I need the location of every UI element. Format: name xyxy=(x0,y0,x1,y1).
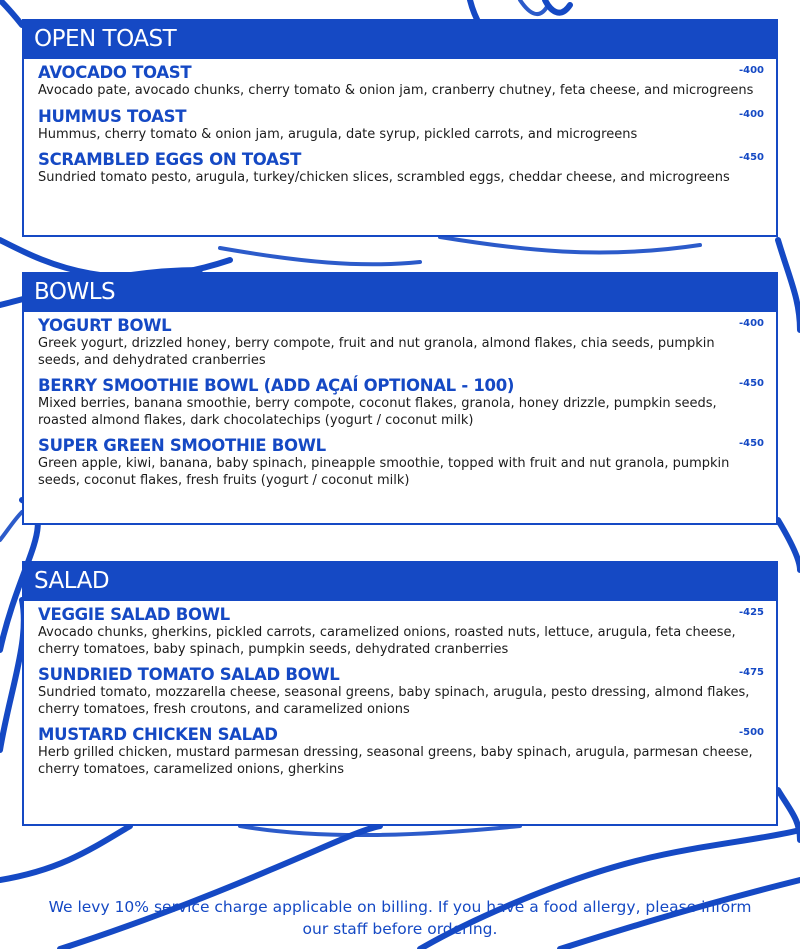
item-description: Avocado chunks, gherkins, pickled carrots, caramelized onions, roasted nuts, lettuce, arugula, feta cheese, cherry tomatoes, baby spinach, pumpkin seeds, dehydrated cranberries xyxy=(38,625,736,657)
menu-item xyxy=(38,107,764,144)
item-description: Green apple, kiwi, banana, baby spinach, pineapple smoothie, topped with fruit and nut granola, pumpkin seeds, coconut flakes, fresh fruits (yogurt / coconut milk) xyxy=(38,456,730,488)
menu-item xyxy=(38,63,764,100)
item-description: Mixed berries, banana smoothie, berry compote, coconut flakes, granola, honey drizzle, pumpkin seeds, roasted almond flakes, dark chocolatechips (yogurt / coconut milk) xyxy=(38,396,717,428)
menu-item xyxy=(38,316,764,369)
item-price: -450 xyxy=(738,152,764,163)
item-price: -475 xyxy=(738,667,764,678)
item-description: Herb grilled chicken, mustard parmesan dressing, seasonal greens, baby spinach, arugula, parmesan cheese, cherry tomatoes, caramelized onions, gherkins xyxy=(38,745,753,777)
item-name: HUMMUS TOAST xyxy=(38,106,187,126)
section-title: OPEN TOAST xyxy=(22,19,778,59)
item-price: -425 xyxy=(738,607,764,618)
item-name: VEGGIE SALAD BOWL xyxy=(38,605,230,624)
footer-line: We levy 10% service charge applicable on billing. If you have a food allergy, please inform xyxy=(48,898,752,916)
item-name: MUSTARD CHICKEN SALAD xyxy=(38,725,278,744)
section-body xyxy=(22,601,778,826)
section-title: BOWLS xyxy=(22,272,778,312)
item-name: SUPER GREEN SMOOTHIE BOWL xyxy=(38,436,326,455)
menu-item xyxy=(38,150,764,187)
item-name: BERRY SMOOTHIE BOWL (ADD AÇAÍ OPTIONAL - 100) xyxy=(38,376,515,395)
section-title: SALAD xyxy=(22,561,778,601)
item-price: -450 xyxy=(738,378,764,389)
menu-item xyxy=(38,376,764,429)
item-name: AVOCADO TOAST xyxy=(38,63,192,82)
menu-item xyxy=(38,665,764,718)
item-description: Sundried tomato, mozzarella cheese, seasonal greens, baby spinach, arugula, pesto dressing, almond flakes, cherry tomatoes, fresh croutons, and caramelized onions xyxy=(38,685,750,717)
item-price: -450 xyxy=(738,438,764,449)
item-description: Sundried tomato pesto, arugula, turkey/chicken slices, scrambled eggs, cheddar cheese, and microgreens xyxy=(38,170,730,185)
item-price: -400 xyxy=(738,318,764,329)
item-description: Hummus, cherry tomato & onion jam, arugula, date syrup, pickled carrots, and microgreens xyxy=(38,126,638,142)
service-charge-note xyxy=(0,896,800,940)
item-name: SUNDRIED TOMATO SALAD BOWL xyxy=(38,665,340,684)
item-name: SCRAMBLED EGGS ON TOAST xyxy=(38,150,302,169)
menu-item xyxy=(38,725,764,778)
menu-item xyxy=(38,436,764,489)
menu-item xyxy=(38,605,764,658)
item-description: Avocado pate, avocado chunks, cherry tomato & onion jam, cranberry chutney, feta cheese, and microgreens xyxy=(38,83,754,98)
item-price: -400 xyxy=(738,65,764,76)
section-body xyxy=(22,312,778,525)
section-body xyxy=(22,59,778,237)
item-price: -400 xyxy=(738,108,764,120)
item-price: -500 xyxy=(738,727,764,738)
item-name: YOGURT BOWL xyxy=(38,316,172,335)
menu-section-open-toast xyxy=(22,19,778,237)
menu-section-bowls xyxy=(22,272,778,525)
menu-section-salad xyxy=(22,561,778,826)
item-description: Greek yogurt, drizzled honey, berry compote, fruit and nut granola, almond flakes, chia seeds, pumpkin seeds, and dehydrated cranberries xyxy=(38,336,715,368)
footer-line: our staff before ordering. xyxy=(302,920,498,938)
